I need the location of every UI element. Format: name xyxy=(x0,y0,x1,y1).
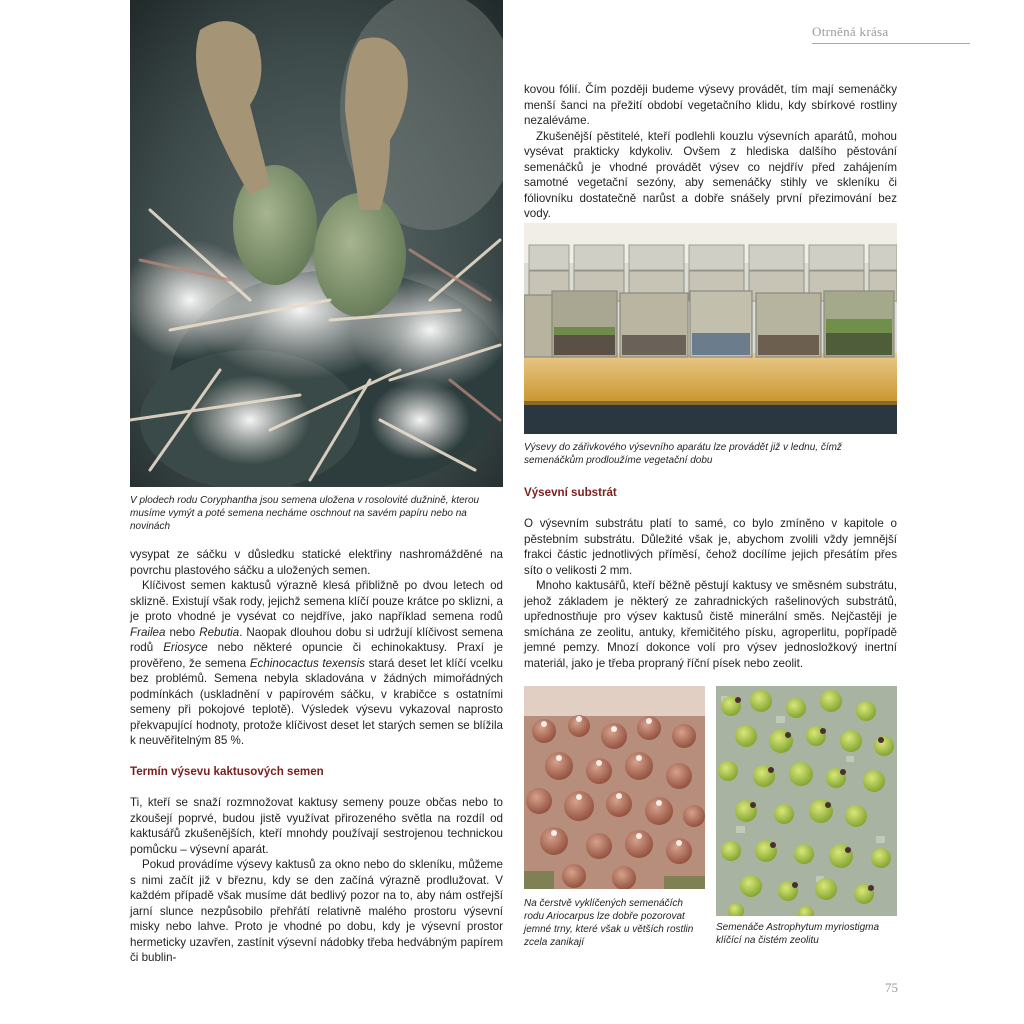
text-run: nebo některé opuncie či echinokaktusy. Praxí je prověřeno, že semena xyxy=(130,641,503,670)
text-run: Klíčivost semen kaktusů výrazně klesá přibližně po dvou letech od sklizně. Existují však rody, jejichž semena klíčí pouze krátce po sklizni, a je proto vhodné je vysévat co nejdříve, jako například semena rodů xyxy=(130,579,503,623)
paragraph: kovou fólií. Čím později budeme výsevy provádět, tím mají semenáčky menší šanci na přežití období vegetačního klidu, kdy sbírkové rostliny nezaléváme. xyxy=(524,83,897,127)
coryphantha-caption: V plodech rodu Coryphantha jsou semena uložena v rosolovité dužnině, kterou musíme vymýt a poté semena necháme oschnout na savém papíru nebo na novinách xyxy=(130,495,480,532)
ariocarpus-seedlings-photo xyxy=(524,686,705,889)
paragraph: Mnoho kaktusářů, kteří běžně pěstují kaktusy ve směsném substrátu, jehož základem je některý ze zahradnických rašelinových substrátů, upřednostňuje pro výsev kaktusů čistě minerální směs. Nejčastěji je smíchána ze zeolitu, antuky, křemičitého písku, agroperlitu, popřípadě jemné pemzy. Mnozí dokonce volí pro výsev jednosložkový inertní materiál, jako je třeba propraný říční písek nebo zeolit. xyxy=(524,579,897,670)
coryphantha-fruit-photo xyxy=(130,0,503,487)
genus-name: Eriosyce xyxy=(163,641,208,654)
paragraph: O výsevním substrátu platí to samé, co bylo zmíněno v kapitole o pěstebním substrátu. Důležité však je, abychom zvolili vždy jemnější frakci částic jednotlivých příměsí, čehož docílíme jejich přesátím přes síto o velikosti 2 mm. xyxy=(524,517,897,577)
genus-name: Frailea xyxy=(130,625,166,639)
running-title: Otrněná krása xyxy=(812,24,889,39)
ariocarpus-caption: Na čerstvě vyklíčených semenáčích rodu Ariocarpus lze dobře pozorovat jemné trny, které však u větších rostlin zcela zanikají xyxy=(524,898,694,948)
seedling-apparatus-photo xyxy=(524,223,897,434)
text-run: nebo xyxy=(165,625,200,639)
seedling-apparatus-caption: Výsevy do zářivkového výsevního aparátu lze provádět již v lednu, čímž semenáčkům prodloužíme vegetační dobu xyxy=(524,442,842,466)
astrophytum-seedlings-photo xyxy=(716,686,897,916)
text-run: . Naopak dlouhou dobu si udržují klíčivost semena rodů xyxy=(130,625,504,654)
header-rule xyxy=(812,43,970,44)
paragraph: Zkušenější pěstitelé, kteří podlehli kouzlu výsevních aparátů, mohou vysévat prakticky kdykoliv. Ovšem z hlediska dalšího pěstování semenáčků je vhodné provádět výsev co nejdřív před zahájením samotné vegetační sezóny, aby semenáčky stihly ve skleníku či fóliovníku dostatečně narůst a dobře snášely první přezimování bez vody. xyxy=(524,129,897,220)
section-heading: Výsevní substrát xyxy=(524,486,617,499)
right-column-substrate-text xyxy=(524,485,897,671)
right-column-top-text xyxy=(524,82,897,222)
left-column-text xyxy=(130,547,503,966)
page-number: 75 xyxy=(885,980,898,995)
species-name: Echinocactus texensis xyxy=(249,656,365,670)
paragraph: vysypat ze sáčku v důsledku statické elektřiny nashromážděné na povrchu plastového sáčku a uložených semen. xyxy=(130,548,503,577)
paragraph xyxy=(130,578,503,749)
section-heading: Termín výsevu kaktusových semen xyxy=(130,765,324,778)
text-run: stará deset let klíčí vcelku bez problémů. Semena nebyla skladována v žádných mimořádných podmínkách (uskladnění v papírovém sáčku, v krabičce s ostatními semeny při pokojové teplotě). Výsledek výsevu vykazoval naprosto překvapující hodnoty, protože klíčivost deset let starých semen se blížila k neuvěřitelným 85 %. xyxy=(130,656,503,747)
genus-name: Rebutia xyxy=(199,625,240,639)
paragraph: Ti, kteří se snaží rozmnožovat kaktusy semeny pouze občas nebo to zkoušejí poprvé, budou jistě využívat přirozeného světla na rozdíl od kaktusářů zkušenějších, kteří mnohdy používají sestrojenou technickou pomůcku – výsevní aparát. xyxy=(130,796,503,856)
paragraph: Pokud provádíme výsevy kaktusů za okno nebo do skleníku, můžeme s nimi začít již v březnu, kdy se den začíná výrazně prodlužovat. V každém případě však musíme dát bedlivý pozor na to, aby nám ostřejší jarní slunce nezpůsobilo přehřátí relativně malého prostoru výsevní misky nebo lahve. Proto je vhodné po dobu, kdy je výsevní prostor hermeticky uzavřen, zastínit výsevní nádobky třeba hedvábným papírem či bublin- xyxy=(130,858,503,964)
astrophytum-caption: Semenáče Astrophytum myriostigma klíčící na čistém zeolitu xyxy=(716,922,880,946)
